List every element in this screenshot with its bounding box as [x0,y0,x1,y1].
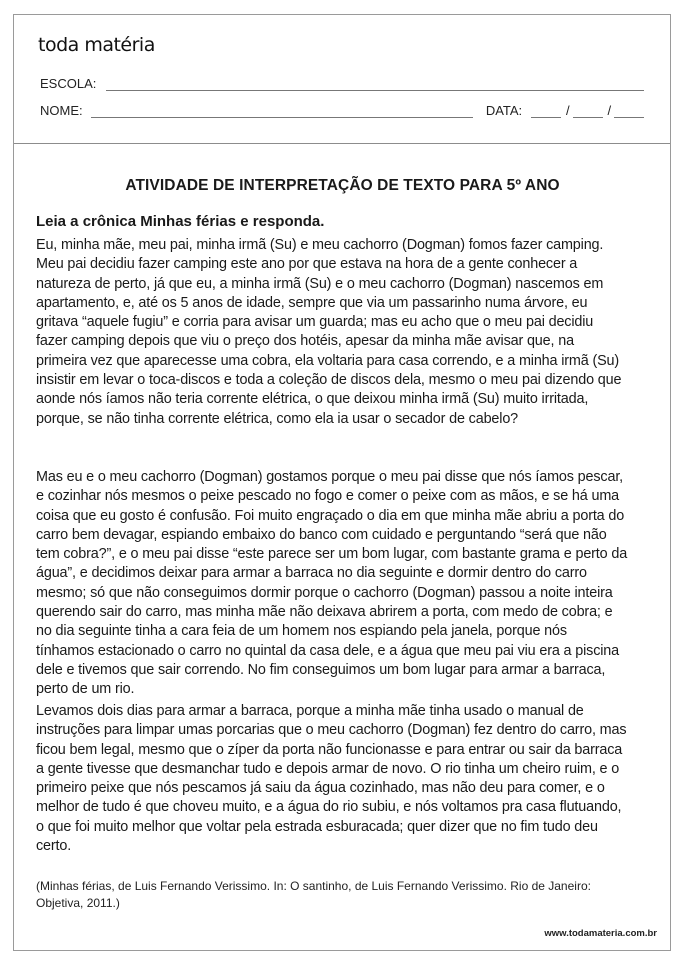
story-paragraph: Eu, minha mãe, meu pai, minha irmã (Su) e meu cachorro (Dogman) fomos fazer camping. Meu pai decidiu fazer camping este ano por que estava na hora de a gente conhecer a natureza de perto, já que eu, a minha irmã (Su) e o meu cachorro (Dogman) nascemos em apartamento, e, até os 5 anos de idade, sempre que via um passarinho numa árvore, eu gritava “aquele fugiu” e corria para avisar um guarda; mas eu acho que o meu pai decidiu fazer camping depois que viu o preço dos hotéis, apesar da minha mãe avisar que, na primeira vez que aparecesse uma cobra, ela voltaria para casa correndo, e a minha irmã (Su) insistir em levar o toca-discos e toda a coleção de discos dela, mesmo o meu pai dizendo que aonde nós íamos não teria corrente elétrica, o que deixou minha irmã (Su) muito irritada, porque, se não tinha corrente elétrica, como ela ia usar o secador de cabelo? [36,237,622,427]
date-year-line[interactable] [614,105,644,118]
brand-logo: toda matéria [38,34,155,56]
activity-title: ATIVIDADE DE INTERPRETAÇÃO DE TEXTO PARA 5º ANO [125,177,560,194]
school-field-row [40,76,644,91]
school-label: ESCOLA: [40,76,97,91]
date-month-line[interactable] [573,105,603,118]
story-paragraph: Levamos dois dias para armar a barraca, porque a minha mãe tinha usado o manual de instruções para limpar umas porcarias que o meu cachorro (Dogman) fez dentro do carro, mas ficou bem legal, mesmo que o zíper da porta não funcionasse e para entrar ou sair da barraca a gente tivesse que desmanchar tudo e depois armar de novo. O rio tinha um cheiro ruim, e o primeiro peixe que nós pescamos já saiu da água cozinhado, mas não deu para comer, e o melhor de tudo é que choveu muito, e a água do rio subiu, e nós voltamos pra casa flutuando, o que foi muito melhor que voltar pela estrada esburacada; quer dizer que no fim tudo deu certo. [36,703,627,855]
worksheet-header [14,15,670,144]
instruction-heading: Leia a crônica Minhas férias e responda. [36,213,325,230]
source-reference: (Minhas férias, de Luis Fernando Verissimo. In: O santinho, de Luis Fernando Verissimo. Rio de Janeiro: Objetiva, 2011.) [36,879,591,910]
name-input-line[interactable] [91,105,473,118]
website-link[interactable]: www.todamateria.com.br [544,928,657,939]
school-input-line[interactable] [106,78,644,91]
name-label: NOME: [40,103,83,118]
date-day-line[interactable] [531,105,561,118]
date-separator: / [566,103,570,118]
name-date-row [40,103,644,118]
story-paragraph: Mas eu e o meu cachorro (Dogman) gostamos porque o meu pai disse que nós íamos pescar, e cozinhar nós mesmos o peixe pescado no fogo e comer o peixe com as mãos, e se há uma coisa que eu gosto é confusão. Foi muito engraçado o dia em que minha mãe abriu a porta do carro bem devagar, espiando embaixo do banco com cuidado e perguntando “será que não tem cobra?”, e o meu pai disse “este parece ser um bom lugar, com bastante grama e perto da água”, e decidimos deixar para armar a barraca no dia seguinte e dormir dentro do carro mesmo; só que não conseguimos dormir porque o cachorro (Dogman) passou a noite inteira querendo sair do carro, mas minha mãe não deixava abrirem a porta, com medo de cobra; e no dia seguinte tinha a cara feia de um homem nos espiando pela janela, porque nós tínhamos estacionado o carro no quintal da casa dele, e a água que meu pai viu era a piscina dele e tivemos que sair correndo. No fim conseguimos um bom lugar para armar a barraca, perto de um rio. [36,469,628,698]
date-label: DATA: [485,103,523,118]
date-separator: / [607,103,612,118]
